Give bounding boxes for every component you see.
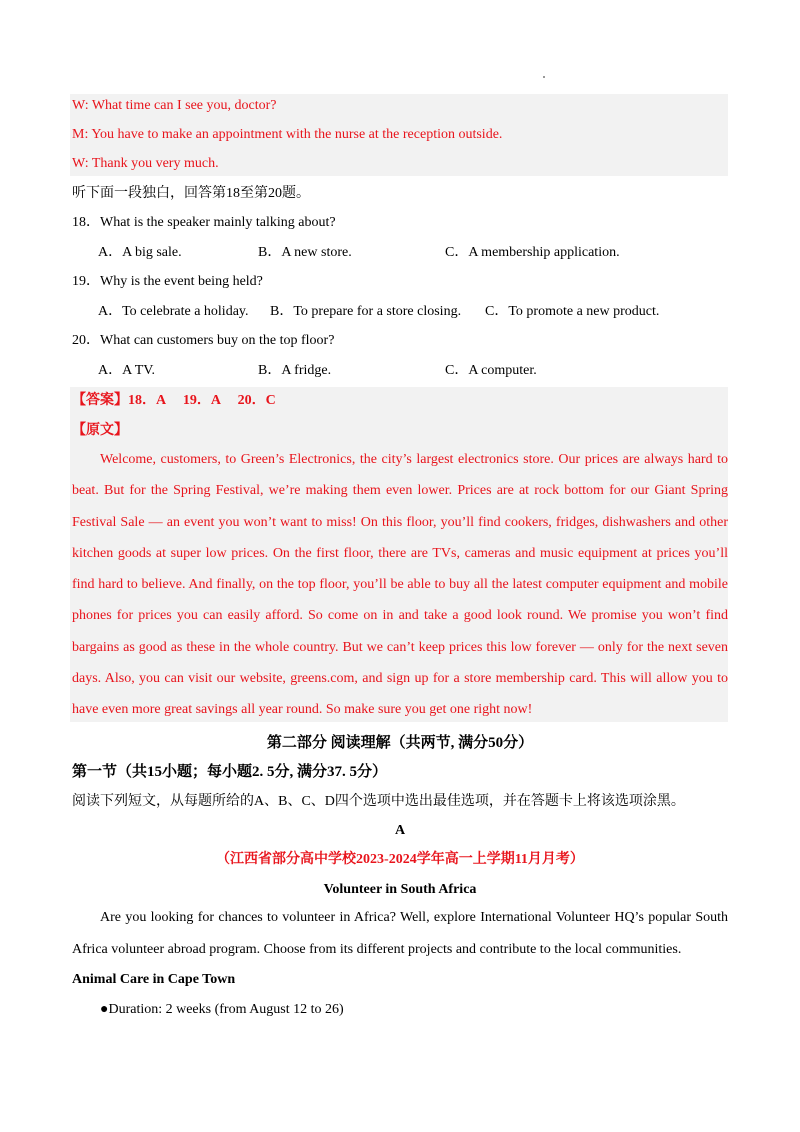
question-19-option-c: C．To promote a new product. <box>485 304 660 319</box>
passage-letter: A <box>394 823 406 838</box>
passage-title: Volunteer in South Africa <box>323 882 477 897</box>
page-mark <box>543 76 545 78</box>
question-18-stem: 18．What is the speaker mainly talking about? <box>72 215 336 230</box>
question-18-option-c: C．A membership application. <box>445 245 620 260</box>
passage-intro: Are you looking for chances to volunteer in Africa? Well, explore International Volunteer HQ’s popular South Africa volunteer abroad program. Choose from its different projects and contribute to the local communities. <box>72 910 728 957</box>
bullet-duration: ●Duration: 2 weeks (from August 12 to 26) <box>100 1002 344 1017</box>
question-20-option-b: B．A fridge. <box>258 363 332 378</box>
passage-source: （江西省部分高中学校2023-2024学年高一上学期11月月考） <box>216 852 584 867</box>
question-18-option-b: B．A new store. <box>258 245 352 260</box>
original-text: Welcome, customers, to Green’s Electronics, the city’s largest electronics store. Our prices are always hard to beat. But for the Spring Festival, we’re making them even lower. Prices are at rock bottom for our Giant Spring Festival Sale — an event you won’t want to miss! On this floor, you’ll find cookers, fridges, dishwashers and other kitchen goods at super low prices. On the first floor, there are TVs, cameras and music equipment at prices you’ll find hard to believe. And finally, on the top floor, you’ll be able to buy all the latest computer equipment and mobile phones for prices you can easily afford. So come on in and take a good look round. We promise you won’t find bargains as good as these in the whole country. But we can’t keep prices this low forever — only for the next seven days. Also, you can visit our website, greens.com, and sign up for a store membership card. This will allow you to have even more great savings all year round. So make sure you get one right now! <box>72 452 728 718</box>
question-19-stem: 19．Why is the event being held? <box>72 274 263 289</box>
question-20-stem: 20．What can customers buy on the top floor? <box>72 333 335 348</box>
section-title: 第一节（共15小题；每小题2. 5分, 满分37. 5分） <box>72 764 388 780</box>
instruction: 阅读下列短文，从每题所给的A、B、C、D四个选项中选出最佳选项，并在答题卡上将该选项涂黑。 <box>72 794 685 809</box>
question-20-option-c: C．A computer. <box>445 363 537 378</box>
dialogue-line-w1: W: What time can I see you, doctor? <box>72 98 277 113</box>
dialogue-line-m: M: You have to make an appointment with the nurse at the reception outside. <box>72 127 503 142</box>
subheading: Animal Care in Cape Town <box>72 972 236 987</box>
question-19-option-a: A．To celebrate a holiday. <box>98 304 249 319</box>
question-20-option-a: A．A TV. <box>98 363 156 378</box>
question-19-option-b: B．To prepare for a store closing. <box>270 304 462 319</box>
part-title: 第二部分 阅读理解（共两节, 满分50分） <box>266 735 534 751</box>
monologue-intro: 听下面一段独白，回答第18至第20题。 <box>72 186 310 201</box>
dialogue-line-w2: W: Thank you very much. <box>72 156 219 171</box>
original-label: 【原文】 <box>72 423 128 438</box>
question-18-option-a: A．A big sale. <box>98 245 182 260</box>
answer-line: 【答案】18．A 19．A 20．C <box>72 393 276 408</box>
